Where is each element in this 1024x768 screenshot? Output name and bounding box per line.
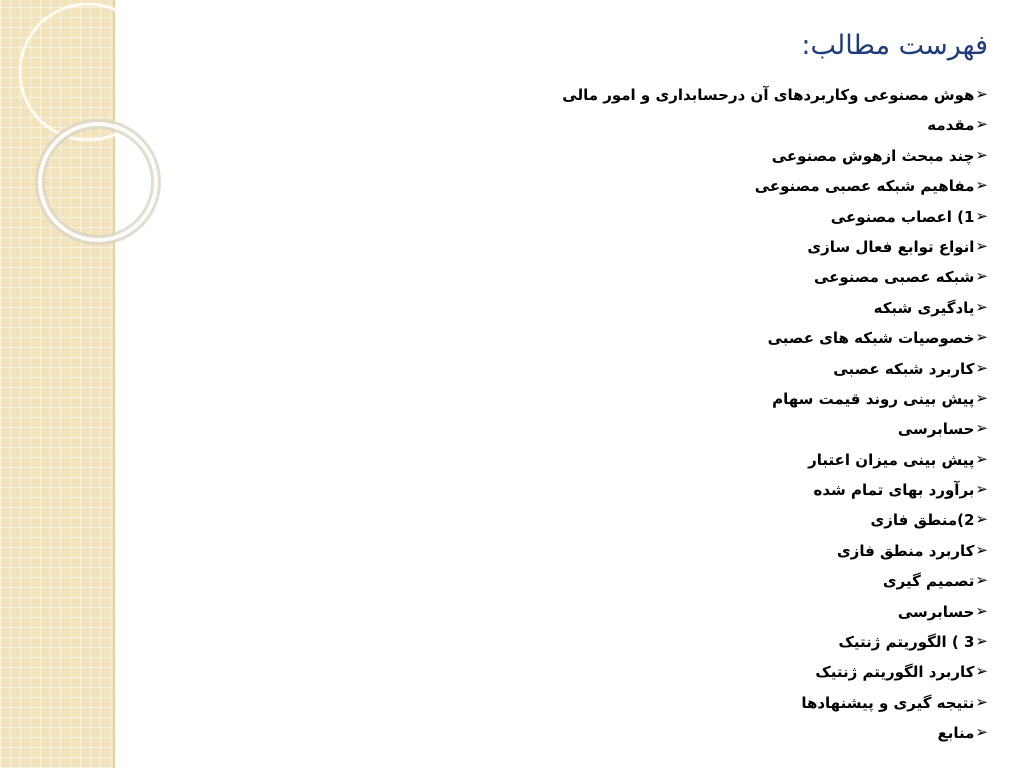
arrow-head-bullet-icon: ➢ — [975, 692, 988, 711]
arrow-head-bullet-icon: ➢ — [975, 115, 988, 134]
toc-item-label: 2)منطق فازی — [870, 511, 975, 530]
decorative-rings — [0, 0, 180, 300]
arrow-head-bullet-icon: ➢ — [975, 206, 988, 225]
toc-item — [562, 232, 988, 262]
toc-item-label: نتیجه گیری و پیشنهادها — [801, 693, 975, 712]
toc-item-label: کاربرد شبکه عصبی — [833, 359, 975, 378]
toc-item — [562, 597, 988, 627]
toc-item — [562, 384, 988, 414]
toc-item-label: منابع — [937, 724, 975, 743]
arrow-head-bullet-icon: ➢ — [975, 662, 988, 681]
toc-item — [562, 688, 988, 718]
arrow-head-bullet-icon: ➢ — [975, 601, 988, 620]
arrow-head-bullet-icon: ➢ — [975, 723, 988, 742]
arrow-head-bullet-icon: ➢ — [975, 328, 988, 347]
toc-item — [562, 657, 988, 687]
toc-item — [562, 718, 988, 748]
toc-item-label: مقدمه — [927, 116, 975, 135]
toc-item — [562, 414, 988, 444]
arrow-head-bullet-icon: ➢ — [975, 267, 988, 286]
arrow-head-bullet-icon: ➢ — [975, 480, 988, 499]
arrow-head-bullet-icon: ➢ — [975, 632, 988, 651]
arrow-head-bullet-icon: ➢ — [975, 236, 988, 255]
toc-item-label: هوش مصنوعی وکاربردهای آن درحسابداری و امور مالی — [562, 86, 975, 104]
toc-item — [562, 354, 988, 384]
arrow-head-bullet-icon: ➢ — [975, 358, 988, 377]
toc-item-label: پیش بینی میزان اعتبار — [808, 450, 975, 469]
toc-item-label: 1) اعصاب مصنوعی — [830, 207, 975, 226]
toc-item-label: برآورد بهای تمام شده — [813, 481, 975, 500]
toc-item-label: 3 ) الگوریتم ژنتیک — [838, 633, 975, 652]
toc-item-label: یادگیری شبکه — [873, 298, 975, 317]
toc-item-label: انواع توابع فعال سازی — [807, 237, 975, 256]
arrow-head-bullet-icon: ➢ — [975, 388, 988, 407]
toc-item-label: کاربرد منطق فازی — [836, 541, 975, 560]
arrow-head-bullet-icon: ➢ — [975, 419, 988, 438]
toc-item-label: حسابرسی — [897, 602, 975, 621]
decorative-ring-small — [40, 124, 156, 240]
arrow-head-bullet-icon: ➢ — [975, 449, 988, 468]
toc-item — [562, 445, 988, 475]
table-of-contents — [562, 80, 988, 749]
toc-item — [562, 475, 988, 505]
arrow-head-bullet-icon: ➢ — [975, 540, 988, 559]
toc-item — [562, 627, 988, 657]
toc-item — [562, 171, 988, 201]
arrow-head-bullet-icon: ➢ — [975, 571, 988, 590]
toc-item — [562, 80, 988, 110]
toc-item-label: تصمیم گیری — [882, 572, 975, 591]
toc-item — [562, 202, 988, 232]
page-title: فهرست مطالب: — [801, 30, 988, 61]
toc-item-label: شبکه عصبی مصنوعی — [813, 268, 975, 287]
toc-item-label: خصوصیات شبکه های عصبی — [767, 329, 975, 348]
toc-item-label: پیش بینی روند قیمت سهام — [772, 389, 975, 408]
toc-item — [562, 505, 988, 535]
arrow-head-bullet-icon: ➢ — [975, 85, 988, 103]
toc-item — [562, 566, 988, 596]
toc-item — [562, 141, 988, 171]
arrow-head-bullet-icon: ➢ — [975, 297, 988, 316]
toc-item — [562, 262, 988, 292]
toc-item — [562, 110, 988, 140]
toc-item — [562, 323, 988, 353]
arrow-head-bullet-icon: ➢ — [975, 145, 988, 164]
toc-item-label: کاربرد الگوریتم ژنتیک — [815, 663, 975, 682]
arrow-head-bullet-icon: ➢ — [975, 176, 988, 195]
toc-item-label: مفاهیم شبکه عصبی مصنوعی — [754, 177, 975, 196]
toc-item — [562, 293, 988, 323]
arrow-head-bullet-icon: ➢ — [975, 510, 988, 529]
decorative-ring-large — [20, 4, 156, 140]
toc-item-label: چند مبحث ازهوش مصنوعی — [771, 146, 975, 165]
toc-item — [562, 536, 988, 566]
toc-item-label: حسابرسی — [897, 420, 975, 439]
